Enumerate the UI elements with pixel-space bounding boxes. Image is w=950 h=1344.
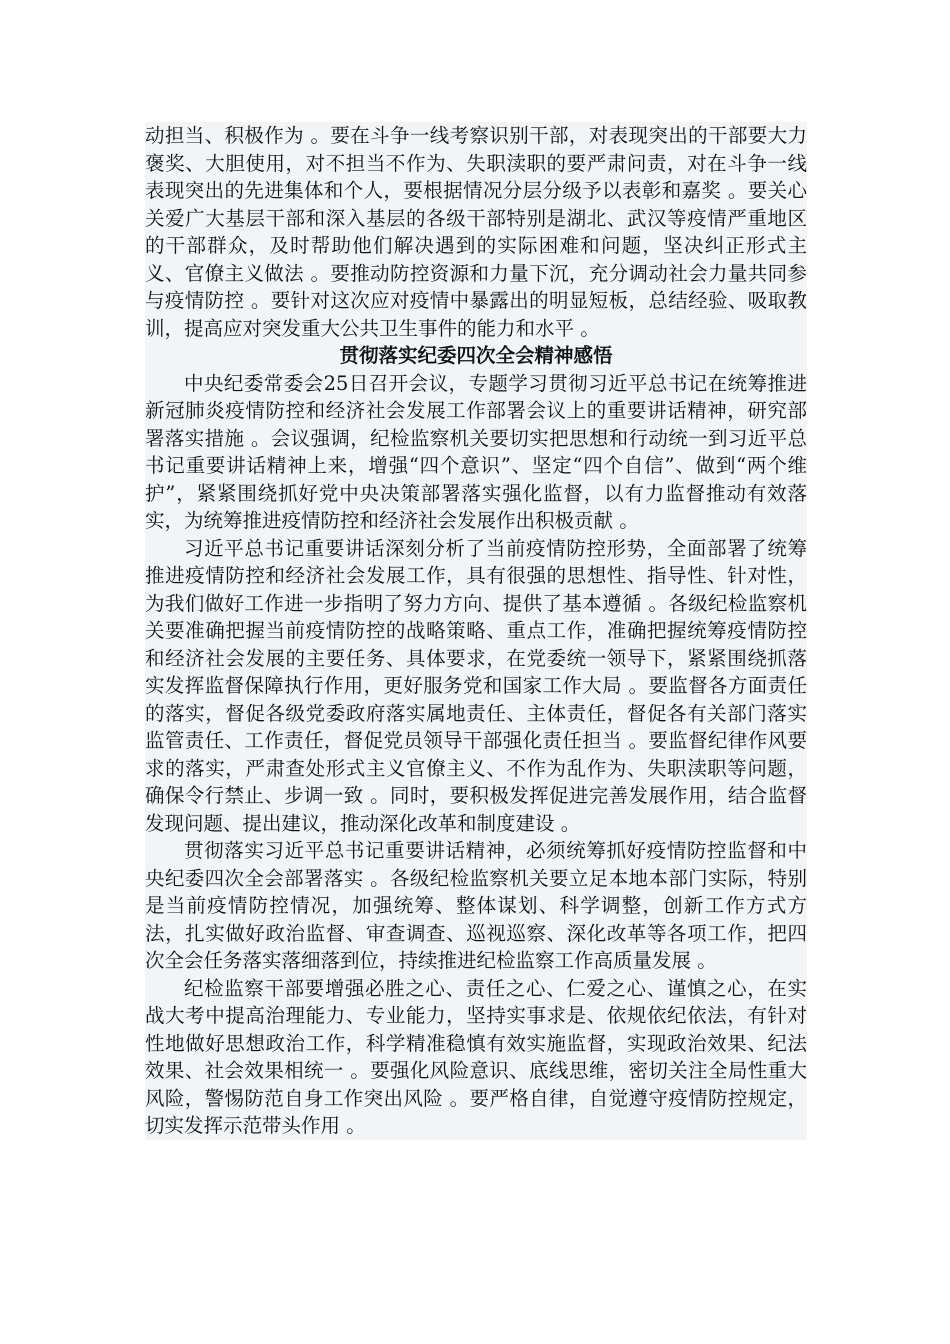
- body-paragraph-2: 习近平总书记重要讲话深刻分析了当前疫情防控形势，全面部署了统筹推进疫情防控和经济社会发展工作，具有很强的思想性、指导性、针对性，为我们做好工作进一步指明了努力方向、提供了基本遵循 。各级纪检监察机关要准确把握当前疫情防控的战略策略、重点工作，准确把握统筹疫情防控和经济社会发展的主要任务、具体要求，在党委统一领导下，紧紧围绕抓落实发挥监督保障执行作用，更好服务党和国家工作大局 。要监督各方面责任的落实，督促各级党委政府落实属地责任、主体责任，督促各有关部门落实监管责任、工作责任，督促党员领导干部强化责任担当 。要监督纪律作风要求的落实，严肃查处形式主义官僚主义、不作为乱作为、失职渎职等问题，确保令行禁止、步调一致 。同时，要积极发挥促进完善发展作用，结合监督发现问题、提出建议，推动深化改革和制度建设 。: [145, 535, 807, 838]
- intro-paragraph: 动担当、积极作为 。要在斗争一线考察识别干部，对表现突出的干部要大力褒奖、大胆使用，对不担当不作为、失职渎职的要严肃问责，对在斗争一线表现突出的先进集体和个人，要根据情况分层分级予以表彰和嘉奖 。要关心关爱广大基层干部和深入基层的各级干部特别是湖北、武汉等疫情严重地区的干部群众，及时帮助他们解决遇到的实际困难和问题，坚决纠正形式主义、官僚主义做法 。要推动防控资源和力量下沉，充分调动社会力量共同参与疫情防控 。要针对这次应对疫情中暴露出的明显短板，总结经验、吸取教训，提高应对突发重大公共卫生事件的能力和水平 。: [145, 122, 807, 342]
- body-paragraph-1: 中央纪委常委会25日召开会议，专题学习贯彻习近平总书记在统筹推进新冠肺炎疫情防控和经济社会发展工作部署会议上的重要讲话精神，研究部署落实措施 。会议强调，纪检监察机关要切实把思想和行动统一到习近平总书记重要讲话精神上来，增强“四个意识”、坚定“四个自信”、做到“两个维护”，紧紧围绕抓好党中央决策部署落实强化监督，以有力监督推动有效落实，为统筹推进疫情防控和经济社会发展作出积极贡献 。: [145, 370, 807, 535]
- document-page: [145, 122, 807, 1140]
- body-paragraph-4: 纪检监察干部要增强必胜之心、责任之心、仁爱之心、谨慎之心，在实战大考中提高治理能力、专业能力，坚持实事求是、依规依纪依法，有针对性地做好思想政治工作，科学精准稳慎有效实施监督，实现政治效果、纪法效果、社会效果相统一 。要强化风险意识、底线思维，密切关注全局性重大风险，警惕防范自身工作突出风险 。要严格自律，自觉遵守疫情防控规定，切实发挥示范带头作用 。: [145, 975, 807, 1140]
- body-paragraph-3: 贯彻落实习近平总书记重要讲话精神，必须统筹抓好疫情防控监督和中央纪委四次全会部署落实 。各级纪检监察机关要立足本地本部门实际，特别是当前疫情防控情况，加强统筹、整体谋划、科学调整，创新工作方式方法，扎实做好政治监督、审查调查、巡视巡察、深化改革等各项工作，把四次全会任务落实落细落到位，持续推进纪检监察工作高质量发展 。: [145, 837, 807, 975]
- section-title: 贯彻落实纪委四次全会精神感悟: [145, 342, 807, 370]
